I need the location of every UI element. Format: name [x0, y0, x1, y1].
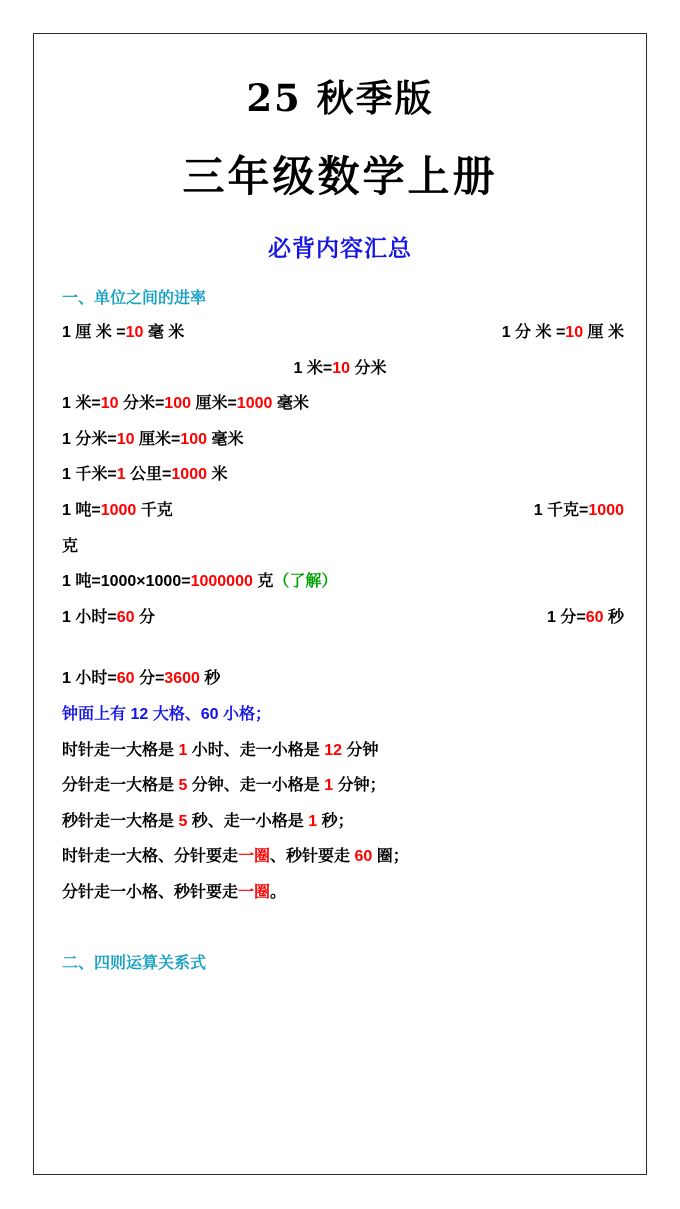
clock-row-4-b: 5: [178, 812, 188, 830]
unit-row-5: [62, 464, 632, 486]
unit-row-1-left-b: 10: [125, 324, 144, 341]
unit-row-10-b: 60: [116, 670, 135, 688]
unit-row-9-a: 1 小时=: [62, 608, 117, 626]
document-page: [33, 33, 647, 1175]
unit-row-1-left-a: 1 厘 米 =: [62, 324, 126, 341]
clock-row-2-c: 小时、走一小格是: [187, 741, 325, 759]
unit-row-10-e: 秒: [199, 670, 221, 688]
clock-row-1-e: 小格；: [218, 705, 271, 723]
page-title-main: 三年级数学上册: [182, 152, 498, 201]
section-heading-2: 二、四则运算关系式: [62, 954, 207, 972]
clock-row-5-a: 时针走一大格、分针要走: [62, 848, 239, 866]
unit-row-1-left-c: 毫 米: [143, 324, 185, 341]
clock-row-1-d: 60: [200, 705, 219, 723]
clock-row-6-a: 分针走一小格、秒针要走: [62, 883, 239, 901]
clock-row-4-d: 1: [308, 812, 318, 830]
unit-row-5-c: 公里=: [125, 466, 172, 484]
unit-row-7-a: 克: [62, 537, 79, 555]
unit-row-5-e: 米: [207, 466, 228, 484]
unit-row-2-b: 10: [332, 359, 351, 377]
unit-row-1-right: [502, 322, 624, 344]
unit-row-8: [62, 571, 632, 593]
page-subtitle: 必背内容汇总: [268, 235, 412, 261]
unit-row-5-b: 1: [116, 466, 126, 484]
unit-row-8-c: 克: [252, 573, 274, 591]
unit-row-3: [62, 393, 632, 415]
unit-row-6-right: [534, 500, 624, 522]
unit-row-2-a: 1 米=: [293, 359, 333, 377]
unit-row-1-right-b: 10: [565, 324, 584, 341]
unit-row-10: [62, 668, 632, 690]
clock-row-1: [62, 704, 632, 726]
unit-row-10-c: 分=: [134, 670, 165, 688]
unit-row-6-right-b: 1000: [588, 501, 624, 519]
unit-row-3-d: 100: [164, 395, 191, 413]
clock-row-1-c: 大格、: [148, 705, 201, 723]
unit-row-9: [62, 607, 632, 629]
clock-row-6-c: 。: [270, 883, 287, 901]
section-heading-1: 一、单位之间的进率: [62, 290, 207, 307]
clock-row-5-c: 、秒针要走: [270, 848, 355, 866]
clock-row-3-c: 分钟、走一小格是: [187, 777, 325, 795]
clock-row-4-c: 秒、走一小格是: [187, 812, 309, 830]
clock-row-1-a: 钟面上有: [62, 705, 131, 723]
unit-row-6-c: 千克: [136, 501, 173, 519]
unit-row-3-c: 分米=: [118, 395, 165, 413]
unit-row-6-b: 1000: [100, 501, 137, 519]
unit-row-10-a: 1 小时=: [62, 670, 117, 688]
clock-row-2-e: 分钟: [342, 741, 379, 759]
unit-row-3-b: 10: [100, 395, 119, 413]
unit-row-5-a: 1 千米=: [62, 466, 117, 484]
unit-row-9-c: 分: [134, 608, 155, 626]
clock-row-3: [62, 775, 632, 797]
unit-row-1-right-a: 1 分 米 =: [501, 324, 566, 341]
unit-row-3-e: 厘米=: [191, 395, 237, 413]
unit-row-5-d: 1000: [171, 466, 207, 484]
unit-row-7: [62, 536, 632, 558]
clock-row-5-e: 圈；: [372, 848, 409, 866]
unit-row-1-right-c: 厘 米: [583, 324, 624, 341]
unit-row-9-right: [547, 607, 624, 629]
unit-row-4-c: 厘米=: [134, 430, 181, 448]
unit-row-2: [48, 358, 632, 380]
unit-row-9-right-c: 秒: [603, 608, 624, 626]
unit-row-8-note: （了解）: [273, 573, 338, 591]
clock-row-3-e: 分钟；: [333, 777, 386, 795]
clock-row-6: [62, 882, 632, 904]
unit-row-4: [62, 429, 632, 451]
unit-row-1: [62, 322, 632, 344]
clock-row-5-d: 60: [354, 848, 373, 866]
unit-row-9-left: [62, 607, 155, 629]
clock-row-5-b: 一圈: [238, 848, 271, 866]
unit-row-2-c: 分米: [350, 359, 387, 377]
unit-row-9-right-b: 60: [585, 608, 604, 626]
clock-row-4-e: 秒；: [317, 812, 354, 830]
clock-row-2-d: 12: [324, 741, 343, 759]
unit-row-4-b: 10: [116, 430, 135, 448]
clock-row-3-b: 5: [178, 777, 188, 795]
clock-row-4-a: 秒针走一大格是: [62, 812, 179, 830]
unit-row-6-right-a: 1 千克=: [533, 501, 589, 519]
unit-row-9-b: 60: [116, 608, 135, 626]
clock-row-3-d: 1: [324, 777, 334, 795]
unit-row-4-e: 毫米: [207, 430, 244, 448]
clock-row-2-b: 1: [178, 741, 188, 759]
clock-row-2-a: 时针走一大格是: [62, 741, 179, 759]
page-title-edition: 25 秋季版: [246, 76, 434, 120]
unit-row-6-left: [62, 500, 173, 522]
clock-row-3-a: 分针走一大格是: [62, 777, 179, 795]
unit-row-4-a: 1 分米=: [62, 430, 117, 448]
unit-row-3-g: 毫米: [272, 395, 309, 413]
unit-row-10-d: 3600: [164, 670, 200, 688]
clock-row-4: [62, 811, 632, 833]
unit-row-3-a: 1 米=: [62, 395, 101, 413]
unit-row-9-right-a: 1 分=: [547, 608, 586, 626]
unit-row-1-left: [62, 322, 184, 344]
unit-row-6-a: 1 吨=: [62, 501, 101, 519]
unit-row-3-f: 1000: [236, 395, 273, 413]
document-body: [34, 34, 646, 973]
unit-row-4-d: 100: [180, 430, 207, 448]
clock-row-5: [62, 846, 632, 868]
clock-row-6-b: 一圈: [238, 883, 271, 901]
unit-row-8-b: 1000000: [190, 573, 253, 591]
clock-row-2: [62, 740, 632, 762]
unit-row-6: [62, 500, 632, 522]
unit-row-8-a: 1 吨=1000×1000=: [62, 573, 191, 591]
clock-row-1-b: 12: [130, 705, 149, 723]
